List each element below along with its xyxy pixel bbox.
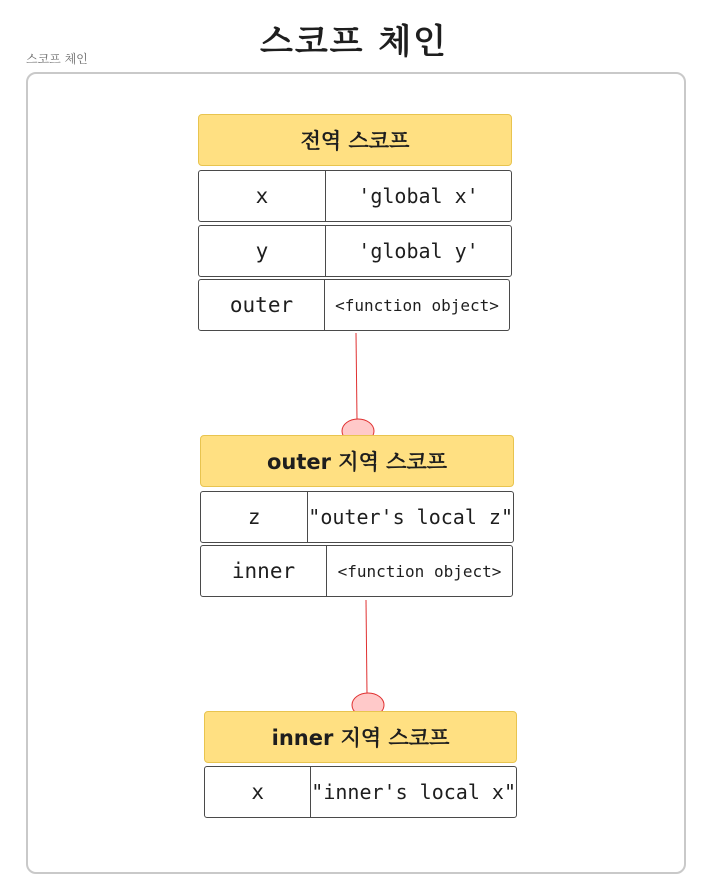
var-name: x	[205, 767, 311, 817]
global-row-y	[198, 225, 512, 277]
frame-label: 스코프 체인	[26, 52, 88, 66]
global-row-x	[198, 170, 512, 222]
var-name: z	[201, 492, 308, 542]
var-value: "outer's local z"	[308, 505, 513, 529]
var-value: 'global y'	[358, 239, 479, 263]
inner-scope-header: inner 지역 스코프	[204, 711, 517, 763]
outer-scope-header: outer 지역 스코프	[200, 435, 514, 487]
outer-row-inner	[200, 545, 513, 597]
outer-row-z	[200, 491, 514, 543]
var-name: inner	[201, 546, 327, 596]
global-scope-header: 전역 스코프	[198, 114, 512, 166]
var-name: y	[199, 226, 326, 276]
var-value: 'global x'	[358, 184, 479, 208]
var-name: outer	[199, 280, 325, 330]
var-name: x	[199, 171, 326, 221]
inner-row-x	[204, 766, 517, 818]
var-value: <function object>	[337, 561, 502, 581]
var-value: "inner's local x"	[311, 780, 516, 804]
var-value: <function object>	[335, 295, 499, 315]
global-row-outer	[198, 279, 510, 331]
diagram-title: 스코프 체인	[259, 22, 449, 62]
